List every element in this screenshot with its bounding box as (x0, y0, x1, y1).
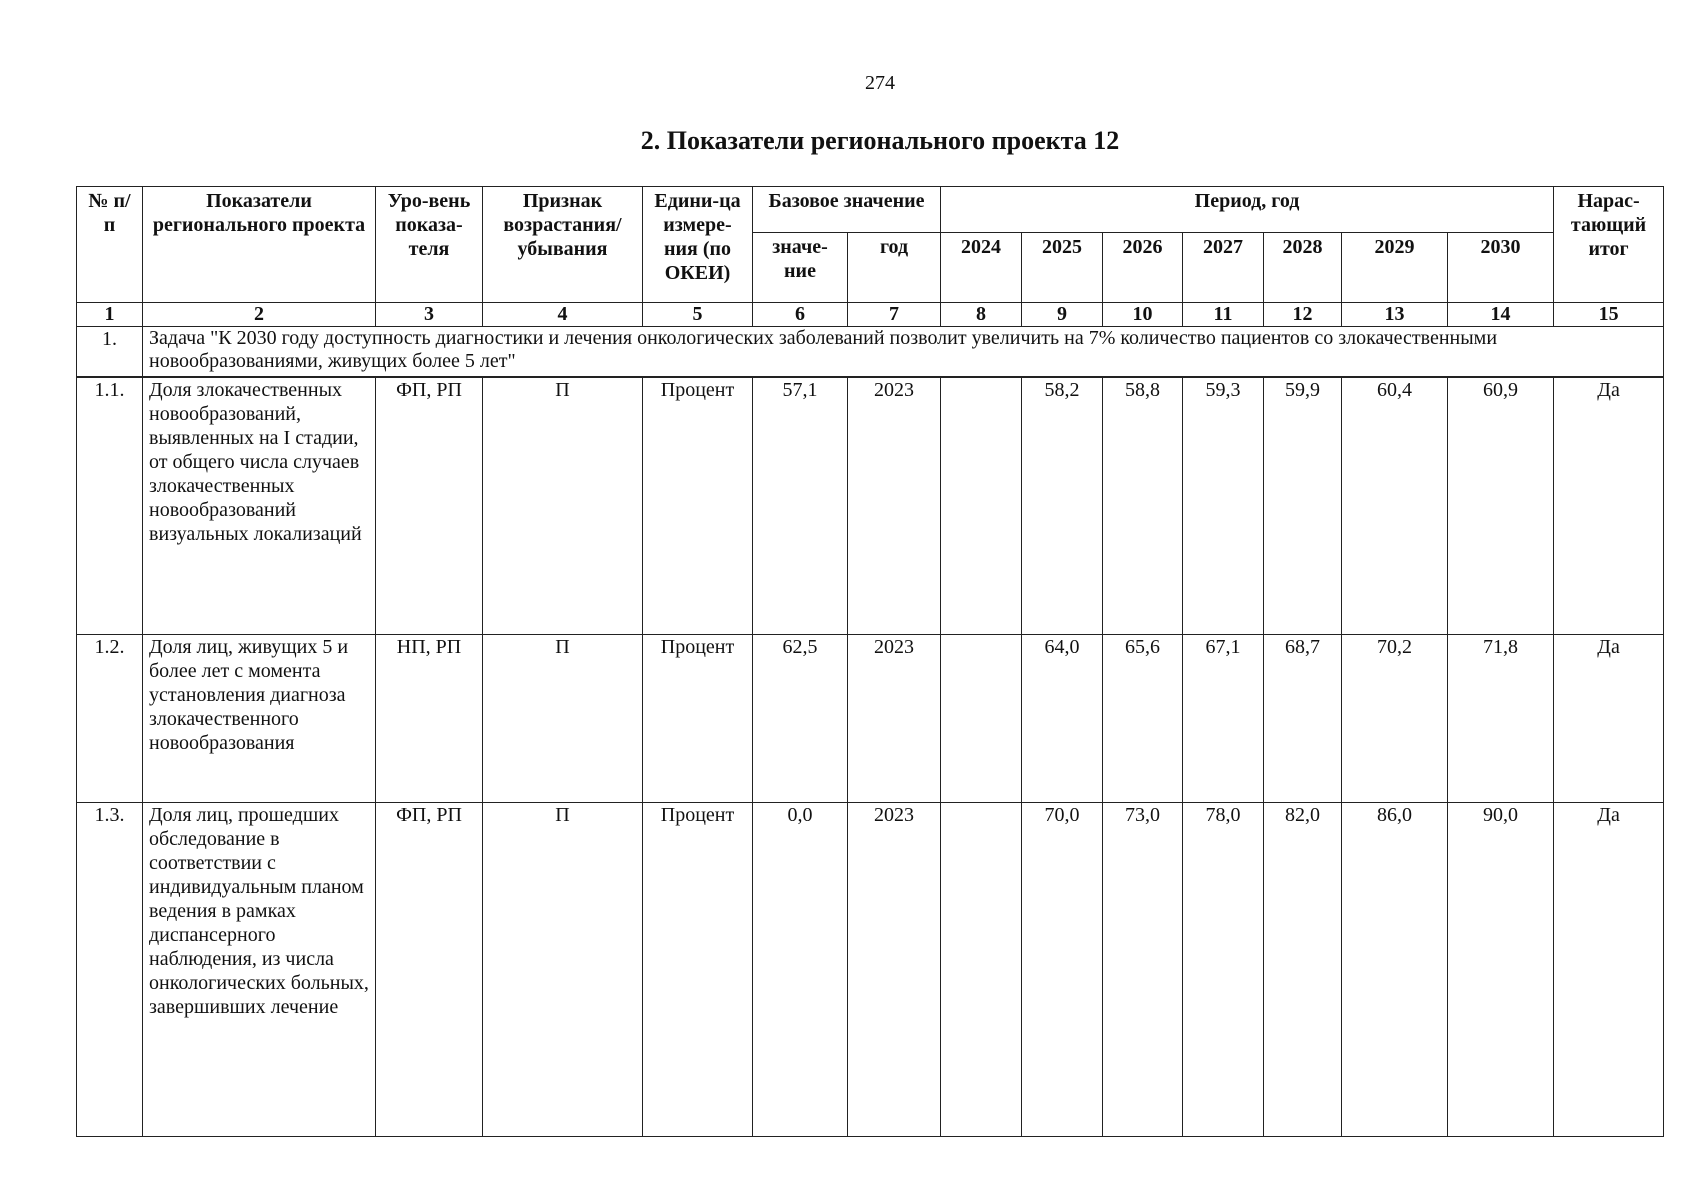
column-number: 3 (376, 303, 483, 327)
row-value-2027: 59,3 (1183, 377, 1264, 635)
row-sign: П (483, 803, 643, 1137)
row-value-2026: 73,0 (1103, 803, 1183, 1137)
column-number: 5 (643, 303, 753, 327)
row-level: НП, РП (376, 635, 483, 803)
row-value-2025: 64,0 (1022, 635, 1103, 803)
row-base-value: 57,1 (753, 377, 848, 635)
row-value-2027: 67,1 (1183, 635, 1264, 803)
header-period: Период, год (941, 187, 1554, 233)
column-number: 2 (143, 303, 376, 327)
column-number: 1 (77, 303, 143, 327)
row-base-year: 2023 (848, 803, 941, 1137)
header-year-2030: 2030 (1448, 233, 1554, 303)
table-row (77, 377, 1664, 635)
row-indicator: Доля лиц, живущих 5 и более лет с момента установления диагноза злокачественного новообразования (143, 635, 376, 803)
row-value-2030: 71,8 (1448, 635, 1554, 803)
table-row (77, 635, 1664, 803)
row-value-2025: 70,0 (1022, 803, 1103, 1137)
header-year-2026: 2026 (1103, 233, 1183, 303)
column-number: 8 (941, 303, 1022, 327)
indicators-table (76, 186, 1664, 1137)
row-num: 1.3. (77, 803, 143, 1137)
column-number: 4 (483, 303, 643, 327)
column-number: 10 (1103, 303, 1183, 327)
header-cumulative: Нарас-тающий итог (1554, 187, 1664, 303)
header-num: № п/п (77, 187, 143, 303)
row-value-2028: 82,0 (1264, 803, 1342, 1137)
row-base-value: 0,0 (753, 803, 848, 1137)
column-number: 12 (1264, 303, 1342, 327)
page-title: 2. Показатели регионального проекта 12 (640, 126, 1120, 155)
row-cumulative: Да (1554, 803, 1664, 1137)
header-base-value: значе-ние (753, 233, 848, 303)
header-year-2029: 2029 (1342, 233, 1448, 303)
row-value-2024 (941, 377, 1022, 635)
row-value-2024 (941, 635, 1022, 803)
task-text: Задача "К 2030 году доступность диагностики и лечения онкологических заболеваний позволит увеличить на 7% количество пациентов со злокачественными новообразованиями, живущих более 5 лет" (143, 327, 1664, 377)
row-sign: П (483, 635, 643, 803)
row-value-2025: 58,2 (1022, 377, 1103, 635)
row-value-2028: 68,7 (1264, 635, 1342, 803)
column-number: 6 (753, 303, 848, 327)
row-value-2026: 65,6 (1103, 635, 1183, 803)
task-num: 1. (77, 327, 143, 377)
row-value-2024 (941, 803, 1022, 1137)
header-year-2027: 2027 (1183, 233, 1264, 303)
row-level: ФП, РП (376, 377, 483, 635)
page-number: 274 (865, 72, 895, 94)
row-cumulative: Да (1554, 377, 1664, 635)
row-value-2030: 90,0 (1448, 803, 1554, 1137)
row-value-2028: 59,9 (1264, 377, 1342, 635)
header-base: Базовое значение (753, 187, 941, 233)
row-value-2029: 86,0 (1342, 803, 1448, 1137)
column-number: 11 (1183, 303, 1264, 327)
row-unit: Процент (643, 377, 753, 635)
column-number: 15 (1554, 303, 1664, 327)
header-indicator: Показатели регионального проекта (143, 187, 376, 303)
header-base-year: год (848, 233, 941, 303)
row-cumulative: Да (1554, 635, 1664, 803)
column-number: 13 (1342, 303, 1448, 327)
row-base-value: 62,5 (753, 635, 848, 803)
column-number: 14 (1448, 303, 1554, 327)
header-year-2028: 2028 (1264, 233, 1342, 303)
column-number: 9 (1022, 303, 1103, 327)
row-num: 1.2. (77, 635, 143, 803)
header-year-2024: 2024 (941, 233, 1022, 303)
column-number: 7 (848, 303, 941, 327)
row-value-2029: 70,2 (1342, 635, 1448, 803)
row-unit: Процент (643, 803, 753, 1137)
row-sign: П (483, 377, 643, 635)
row-indicator: Доля злокачественных новообразований, выявленных на I стадии, от общего числа случаев злокачественных новообразований визуальных локализаций (143, 377, 376, 635)
table-row (77, 803, 1664, 1137)
row-value-2030: 60,9 (1448, 377, 1554, 635)
row-unit: Процент (643, 635, 753, 803)
row-base-year: 2023 (848, 635, 941, 803)
column-number-row (77, 303, 1664, 327)
header-level: Уро-вень показа-теля (376, 187, 483, 303)
task-row (77, 327, 1664, 377)
row-value-2029: 60,4 (1342, 377, 1448, 635)
row-value-2027: 78,0 (1183, 803, 1264, 1137)
row-base-year: 2023 (848, 377, 941, 635)
header-sign: Признак возрастания/ убывания (483, 187, 643, 303)
header-year-2025: 2025 (1022, 233, 1103, 303)
header-unit: Едини-ца измере-ния (по ОКЕИ) (643, 187, 753, 303)
row-num: 1.1. (77, 377, 143, 635)
row-indicator: Доля лиц, прошедших обследование в соответствии с индивидуальным планом ведения в рамках диспансерного наблюдения, из числа онкологических больных, завершивших лечение (143, 803, 376, 1137)
row-level: ФП, РП (376, 803, 483, 1137)
row-value-2026: 58,8 (1103, 377, 1183, 635)
